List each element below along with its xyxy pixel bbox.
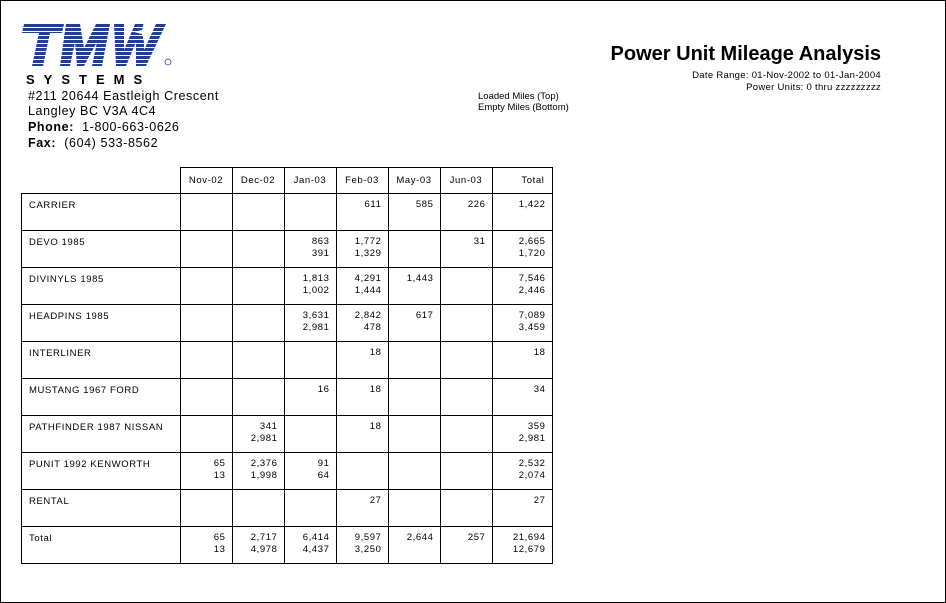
loaded-miles-value: 2,842	[354, 310, 382, 321]
mileage-cell	[440, 490, 492, 527]
table-row	[22, 305, 553, 342]
loaded-miles-value: 1,443	[406, 273, 434, 284]
mileage-cell	[232, 194, 284, 231]
mileage-cell	[492, 194, 552, 231]
legend-top: Loaded Miles (Top)	[478, 91, 559, 102]
mileage-cell	[388, 305, 440, 342]
mileage-cell	[284, 268, 336, 305]
mileage-cell	[232, 527, 284, 564]
table-row	[22, 379, 553, 416]
empty-miles-value: 64	[317, 470, 330, 481]
loaded-miles-value: 16	[317, 384, 330, 395]
mileage-cell	[284, 342, 336, 379]
column-header-total: Total	[492, 168, 552, 194]
mileage-cell	[180, 231, 232, 268]
loaded-miles-value: 18	[533, 347, 546, 358]
mileage-cell	[440, 342, 492, 379]
phone-label: Phone:	[28, 120, 74, 134]
mileage-cell	[492, 379, 552, 416]
mileage-table	[21, 167, 553, 564]
empty-miles-value: 1,002	[302, 285, 330, 296]
fax-line	[28, 136, 158, 150]
empty-miles-value: 3,459	[518, 322, 546, 333]
empty-miles-value: 2,981	[250, 433, 278, 444]
report-title: Power Unit Mileage Analysis	[610, 43, 881, 65]
loaded-miles-value: 7,546	[518, 273, 546, 284]
loaded-miles-value: 2,717	[250, 532, 278, 543]
table-row	[22, 268, 553, 305]
loaded-miles-value: 65	[213, 532, 226, 543]
total-row	[22, 527, 553, 564]
mileage-cell	[492, 268, 552, 305]
loaded-miles-value: 611	[364, 199, 382, 210]
mileage-cell	[492, 527, 552, 564]
mileage-cell	[388, 231, 440, 268]
unit-name: DEVO 1985	[22, 231, 181, 268]
unit-name: DIVINYLS 1985	[22, 268, 181, 305]
loaded-miles-value: 18	[369, 384, 382, 395]
empty-miles-value: 478	[363, 322, 382, 333]
loaded-miles-value: 3,631	[302, 310, 330, 321]
mileage-cell	[284, 453, 336, 490]
table-row	[22, 342, 553, 379]
loaded-miles-value: 2,532	[518, 458, 546, 469]
column-header: Jun-03	[440, 168, 492, 194]
table-header-row	[22, 168, 553, 194]
empty-miles-value: 4,437	[302, 544, 330, 555]
mileage-cell	[284, 305, 336, 342]
column-header: Jan-03	[284, 168, 336, 194]
mileage-cell	[232, 268, 284, 305]
loaded-miles-value: 1,813	[302, 273, 330, 284]
unit-name: PUNIT 1992 KENWORTH	[22, 453, 181, 490]
loaded-miles-value: 1,772	[354, 236, 382, 247]
mileage-cell	[336, 231, 388, 268]
mileage-cell	[232, 379, 284, 416]
column-header: Feb-03	[336, 168, 388, 194]
unit-name: INTERLINER	[22, 342, 181, 379]
mileage-cell	[284, 379, 336, 416]
mileage-cell	[232, 453, 284, 490]
mileage-cell	[336, 342, 388, 379]
table-row	[22, 453, 553, 490]
empty-miles-value: 391	[311, 248, 330, 259]
date-range: Date Range: 01-Nov-2002 to 01-Jan-2004	[692, 70, 881, 81]
phone-value: 1-800-663-0626	[82, 120, 180, 134]
mileage-cell	[336, 416, 388, 453]
mileage-cell	[336, 379, 388, 416]
mileage-cell	[492, 453, 552, 490]
mileage-cell	[440, 194, 492, 231]
column-header: Dec-02	[232, 168, 284, 194]
mileage-cell	[388, 453, 440, 490]
mileage-cell	[336, 194, 388, 231]
loaded-miles-value: 359	[527, 421, 546, 432]
loaded-miles-value: 18	[369, 347, 382, 358]
address-line-2: Langley BC V3A 4C4	[28, 104, 157, 118]
mileage-cell	[180, 490, 232, 527]
mileage-cell	[232, 416, 284, 453]
loaded-miles-value: 585	[415, 199, 434, 210]
mileage-cell	[440, 305, 492, 342]
mileage-cell	[336, 490, 388, 527]
loaded-miles-value: 1,422	[518, 199, 546, 210]
mileage-cell	[180, 453, 232, 490]
loaded-miles-value: 91	[317, 458, 330, 469]
mileage-cell	[284, 231, 336, 268]
loaded-miles-value: 65	[213, 458, 226, 469]
empty-miles-value: 2,981	[518, 433, 546, 444]
mileage-cell	[388, 527, 440, 564]
loaded-miles-value: 341	[259, 421, 278, 432]
mileage-cell	[284, 416, 336, 453]
loaded-miles-value: 2,665	[518, 236, 546, 247]
mileage-cell	[388, 490, 440, 527]
unit-name: PATHFINDER 1987 NISSAN	[22, 416, 181, 453]
mileage-cell	[440, 453, 492, 490]
empty-miles-value: 1,329	[354, 248, 382, 259]
table-row	[22, 194, 553, 231]
empty-miles-value: 3,250	[354, 544, 382, 555]
empty-miles-value: 2,446	[518, 285, 546, 296]
empty-miles-value: 13	[213, 544, 226, 555]
fax-label: Fax:	[28, 136, 57, 150]
mileage-cell	[180, 416, 232, 453]
mileage-cell	[388, 342, 440, 379]
empty-miles-value: 1,720	[518, 248, 546, 259]
loaded-miles-value: 617	[415, 310, 434, 321]
mileage-cell	[388, 268, 440, 305]
mileage-cell	[440, 268, 492, 305]
unit-name: Total	[22, 527, 181, 564]
empty-miles-value: 1,444	[354, 285, 382, 296]
mileage-cell	[336, 527, 388, 564]
mileage-cell	[232, 231, 284, 268]
loaded-miles-value: 21,694	[512, 532, 546, 543]
loaded-miles-value: 9,597	[354, 532, 382, 543]
power-units-range: Power Units: 0 thru zzzzzzzzz	[746, 82, 881, 93]
loaded-miles-value: 31	[473, 236, 486, 247]
mileage-cell	[388, 416, 440, 453]
mileage-cell	[492, 490, 552, 527]
tmw-logo-mark	[22, 20, 172, 70]
loaded-miles-value: 863	[311, 236, 330, 247]
logo-subtext: SYSTEMS	[26, 72, 152, 87]
fax-value: (604) 533-8562	[64, 136, 159, 150]
loaded-miles-value: 6,414	[302, 532, 330, 543]
loaded-miles-value: 27	[533, 495, 546, 506]
loaded-miles-value: 2,376	[250, 458, 278, 469]
loaded-miles-value: 18	[369, 421, 382, 432]
mileage-cell	[180, 268, 232, 305]
mileage-cell	[180, 342, 232, 379]
mileage-cell	[180, 194, 232, 231]
mileage-cell	[284, 194, 336, 231]
mileage-cell	[336, 453, 388, 490]
table-row	[22, 490, 553, 527]
mileage-cell	[440, 379, 492, 416]
column-header: May-03	[388, 168, 440, 194]
empty-miles-value: 12,679	[512, 544, 546, 555]
phone-line	[28, 120, 179, 134]
mileage-cell	[336, 305, 388, 342]
mileage-cell	[492, 231, 552, 268]
unit-name: CARRIER	[22, 194, 181, 231]
loaded-miles-value: 4,291	[354, 273, 382, 284]
mileage-cell	[492, 342, 552, 379]
loaded-miles-value: 257	[467, 532, 486, 543]
unit-name: HEADPINS 1985	[22, 305, 181, 342]
mileage-cell	[388, 194, 440, 231]
mileage-cell	[180, 305, 232, 342]
mileage-cell	[284, 490, 336, 527]
unit-name: RENTAL	[22, 490, 181, 527]
mileage-cell	[284, 527, 336, 564]
empty-miles-value: 4,978	[250, 544, 278, 555]
tmw-logo	[22, 20, 172, 86]
loaded-miles-value: 27	[369, 495, 382, 506]
mileage-cell	[232, 305, 284, 342]
table-row	[22, 231, 553, 268]
mileage-cell	[440, 416, 492, 453]
table-row	[22, 416, 553, 453]
mileage-cell	[492, 305, 552, 342]
mileage-cell	[232, 490, 284, 527]
empty-miles-value: 1,998	[250, 470, 278, 481]
empty-miles-value: 2,074	[518, 470, 546, 481]
unit-name: MUSTANG 1967 FORD	[22, 379, 181, 416]
mileage-cell	[336, 268, 388, 305]
address-line-1: #211 20644 Eastleigh Crescent	[28, 89, 219, 103]
loaded-miles-value: 226	[467, 199, 486, 210]
mileage-cell	[440, 527, 492, 564]
mileage-cell	[232, 342, 284, 379]
empty-miles-value: 13	[213, 470, 226, 481]
legend-bottom: Empty Miles (Bottom)	[478, 102, 569, 113]
mileage-cell	[180, 379, 232, 416]
loaded-miles-value: 34	[533, 384, 546, 395]
mileage-cell	[180, 527, 232, 564]
column-header: Nov-02	[180, 168, 232, 194]
empty-miles-value: 2,981	[302, 322, 330, 333]
header-blank	[22, 168, 181, 194]
loaded-miles-value: 7,089	[518, 310, 546, 321]
mileage-cell	[440, 231, 492, 268]
loaded-miles-value: 2,644	[406, 532, 434, 543]
mileage-cell	[388, 379, 440, 416]
mileage-cell	[492, 416, 552, 453]
